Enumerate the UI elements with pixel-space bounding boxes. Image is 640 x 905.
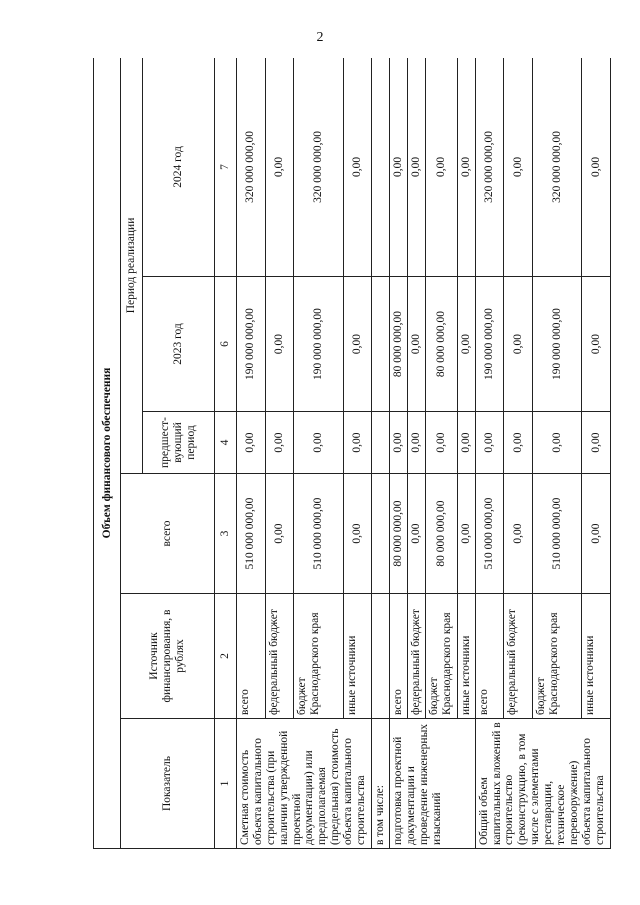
page-number: 2 bbox=[316, 30, 324, 45]
col-number: 2 bbox=[215, 594, 237, 719]
total-cell: 80 000 000,00 bbox=[390, 474, 408, 594]
y2023-cell: 0,00 bbox=[582, 277, 611, 412]
prev-cell: 0,00 bbox=[294, 412, 343, 474]
financing-table bbox=[93, 58, 611, 849]
prev-cell: 0,00 bbox=[532, 412, 581, 474]
header-indicator: Показатель bbox=[121, 719, 215, 849]
total-cell: 0,00 bbox=[408, 474, 426, 594]
y2024-cell: 0,00 bbox=[408, 58, 426, 277]
y2023-cell: 190 000 000,00 bbox=[237, 277, 266, 412]
y2023-cell: 0,00 bbox=[343, 277, 372, 412]
col-number: 3 bbox=[215, 474, 237, 594]
indicator-cell: Сметная стоимость объекта капитального строительства (при наличии утвержденной проектной документации) или предполагаемая (предельная) стоимость объекта капитального строительства bbox=[237, 719, 372, 849]
y2024-cell: 0,00 bbox=[504, 58, 533, 277]
prev-cell: 0,00 bbox=[343, 412, 372, 474]
y2024-cell: 320 000 000,00 bbox=[294, 58, 343, 277]
total-cell: 510 000 000,00 bbox=[237, 474, 266, 594]
prev-cell: 0,00 bbox=[237, 412, 266, 474]
table-row bbox=[390, 58, 408, 849]
source-cell: бюджет Краснодарского края bbox=[532, 594, 581, 719]
prev-cell: 0,00 bbox=[426, 412, 457, 474]
empty-cell bbox=[372, 594, 390, 719]
total-cell: 0,00 bbox=[457, 474, 475, 594]
table-row bbox=[237, 58, 266, 849]
indicator-cell: подготовка проектной документации и проведение инженерных изысканий bbox=[390, 719, 475, 849]
header-prev-period: предшест-вующий период bbox=[143, 412, 215, 474]
prev-cell: 0,00 bbox=[475, 412, 504, 474]
total-cell: 510 000 000,00 bbox=[475, 474, 504, 594]
y2023-cell: 80 000 000,00 bbox=[426, 277, 457, 412]
prev-cell: 0,00 bbox=[582, 412, 611, 474]
header-2023: 2023 год bbox=[143, 277, 215, 412]
prev-cell: 0,00 bbox=[504, 412, 533, 474]
indicator-cell: Общий объем капитальных вложений в строительство (реконструкцию, в том числе с элементами реставрации, техническое перевооружение) объекта капитального строительства bbox=[475, 719, 610, 849]
source-cell: федеральный бюджет bbox=[408, 594, 426, 719]
empty-cell bbox=[372, 412, 390, 474]
total-cell: 0,00 bbox=[343, 474, 372, 594]
source-cell: всего bbox=[237, 594, 266, 719]
y2024-cell: 0,00 bbox=[390, 58, 408, 277]
source-cell: федеральный бюджет bbox=[504, 594, 533, 719]
y2023-cell: 0,00 bbox=[265, 277, 294, 412]
y2024-cell: 0,00 bbox=[582, 58, 611, 277]
header-2024: 2024 год bbox=[143, 58, 215, 277]
source-cell: всего bbox=[475, 594, 504, 719]
col-number: 1 bbox=[215, 719, 237, 849]
prev-cell: 0,00 bbox=[390, 412, 408, 474]
empty-cell bbox=[372, 277, 390, 412]
header-total: всего bbox=[121, 474, 215, 594]
total-cell: 80 000 000,00 bbox=[426, 474, 457, 594]
col-number: 4 bbox=[215, 412, 237, 474]
y2024-cell: 320 000 000,00 bbox=[532, 58, 581, 277]
header-period-group: Период реализации bbox=[121, 58, 143, 474]
table-row bbox=[372, 58, 390, 849]
total-cell: 0,00 bbox=[265, 474, 294, 594]
total-cell: 0,00 bbox=[582, 474, 611, 594]
y2023-cell: 190 000 000,00 bbox=[475, 277, 504, 412]
y2023-cell: 0,00 bbox=[457, 277, 475, 412]
prev-cell: 0,00 bbox=[408, 412, 426, 474]
header-source: Источник финансирования, в рублях bbox=[121, 594, 215, 719]
y2024-cell: 0,00 bbox=[343, 58, 372, 277]
prev-cell: 0,00 bbox=[457, 412, 475, 474]
col-number: 7 bbox=[215, 58, 237, 277]
source-cell: иные источники bbox=[343, 594, 372, 719]
y2023-cell: 190 000 000,00 bbox=[294, 277, 343, 412]
y2024-cell: 0,00 bbox=[426, 58, 457, 277]
total-cell: 510 000 000,00 bbox=[532, 474, 581, 594]
source-cell: всего bbox=[390, 594, 408, 719]
source-cell: федеральный бюджет bbox=[265, 594, 294, 719]
source-cell: бюджет Краснодарского края bbox=[294, 594, 343, 719]
prev-cell: 0,00 bbox=[265, 412, 294, 474]
y2024-cell: 0,00 bbox=[265, 58, 294, 277]
y2023-cell: 0,00 bbox=[408, 277, 426, 412]
total-cell: 0,00 bbox=[504, 474, 533, 594]
source-cell: бюджет Краснодарского края bbox=[426, 594, 457, 719]
col-number: 6 bbox=[215, 277, 237, 412]
table-title: Объем финансового обеспечения bbox=[94, 58, 121, 849]
y2023-cell: 80 000 000,00 bbox=[390, 277, 408, 412]
indicator-cell: в том числе: bbox=[372, 719, 390, 849]
y2024-cell: 320 000 000,00 bbox=[475, 58, 504, 277]
y2024-cell: 320 000 000,00 bbox=[237, 58, 266, 277]
y2024-cell: 0,00 bbox=[457, 58, 475, 277]
rotated-content bbox=[93, 58, 611, 849]
total-cell: 510 000 000,00 bbox=[294, 474, 343, 594]
source-cell: иные источники bbox=[582, 594, 611, 719]
y2023-cell: 190 000 000,00 bbox=[532, 277, 581, 412]
table-row bbox=[475, 58, 504, 849]
empty-cell bbox=[372, 474, 390, 594]
source-cell: иные источники bbox=[457, 594, 475, 719]
rotated-table-area bbox=[93, 58, 611, 849]
y2023-cell: 0,00 bbox=[504, 277, 533, 412]
empty-cell bbox=[372, 58, 390, 277]
